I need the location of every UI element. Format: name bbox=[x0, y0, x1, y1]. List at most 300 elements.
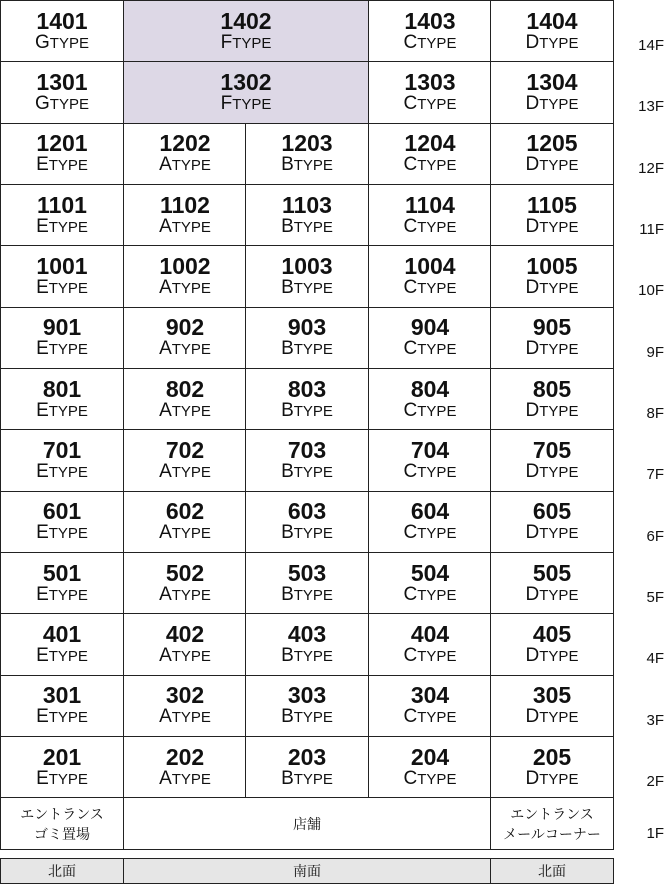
unit-type-word: TYPE bbox=[293, 402, 333, 420]
unit-901 bbox=[0, 307, 124, 369]
unit-type-letter: A bbox=[159, 644, 172, 666]
unit-type-word: TYPE bbox=[171, 586, 211, 604]
unit-404 bbox=[368, 613, 492, 675]
unit-number: 804 bbox=[410, 375, 450, 402]
unit-704 bbox=[368, 429, 492, 491]
unit-type-letter: B bbox=[281, 215, 294, 237]
unit-304 bbox=[368, 675, 492, 737]
unit-type-label bbox=[404, 33, 457, 54]
unit-number: 405 bbox=[532, 620, 572, 647]
unit-type-label bbox=[36, 155, 88, 176]
unit-number: 905 bbox=[532, 314, 572, 341]
ground-center-cell bbox=[123, 797, 491, 850]
unit-type-letter: D bbox=[525, 399, 540, 421]
unit-number: 505 bbox=[532, 559, 572, 586]
unit-1001 bbox=[0, 245, 124, 307]
unit-type-word: TYPE bbox=[539, 157, 579, 175]
unit-number: 1202 bbox=[159, 130, 211, 157]
unit-type-letter: A bbox=[159, 522, 172, 544]
ground-right-cell bbox=[490, 797, 614, 850]
floor-label-10f: 10F bbox=[638, 282, 664, 300]
unit-number: 702 bbox=[165, 436, 205, 463]
unit-type-letter: E bbox=[36, 154, 49, 176]
unit-number: 1201 bbox=[36, 130, 88, 157]
unit-type-letter: F bbox=[220, 31, 233, 53]
unit-type-word: TYPE bbox=[539, 402, 579, 420]
unit-805 bbox=[490, 368, 614, 430]
unit-1205 bbox=[490, 123, 614, 185]
unit-type-letter: C bbox=[403, 460, 418, 482]
unit-type-letter: C bbox=[403, 92, 418, 114]
unit-type-word: TYPE bbox=[171, 709, 211, 727]
unit-type-label bbox=[281, 707, 333, 728]
unit-type-letter: B bbox=[281, 276, 294, 298]
unit-1005 bbox=[490, 245, 614, 307]
unit-type-label bbox=[159, 769, 211, 790]
floor-label-7f: 7F bbox=[646, 466, 664, 484]
unit-number: 205 bbox=[532, 743, 572, 770]
unit-type-word: TYPE bbox=[171, 341, 211, 359]
unit-type-label bbox=[526, 707, 579, 728]
floor-label-8f: 8F bbox=[646, 404, 664, 422]
unit-number: 601 bbox=[42, 498, 82, 525]
unit-type-label bbox=[281, 462, 333, 483]
unit-number: 1005 bbox=[526, 252, 578, 279]
unit-604 bbox=[368, 491, 492, 553]
facing-south-center: 南面 bbox=[123, 858, 491, 884]
unit-type-letter: D bbox=[525, 706, 540, 728]
unit-type-label bbox=[281, 646, 333, 667]
unit-1103 bbox=[245, 184, 369, 246]
unit-type-word: TYPE bbox=[539, 647, 579, 665]
unit-602 bbox=[123, 491, 247, 553]
unit-number: 604 bbox=[410, 498, 450, 525]
unit-number: 603 bbox=[287, 498, 327, 525]
unit-type-word: TYPE bbox=[417, 218, 457, 236]
unit-205 bbox=[490, 736, 614, 798]
unit-type-word: TYPE bbox=[417, 770, 457, 788]
unit-type-letter: D bbox=[525, 767, 540, 789]
unit-type-letter: C bbox=[403, 215, 418, 237]
unit-number: 803 bbox=[287, 375, 327, 402]
unit-type-label bbox=[404, 339, 457, 360]
unit-501 bbox=[0, 552, 124, 614]
unit-1102 bbox=[123, 184, 247, 246]
unit-type-letter: C bbox=[403, 522, 418, 544]
unit-type-label bbox=[36, 707, 88, 728]
unit-type-label bbox=[36, 585, 88, 606]
unit-type-label bbox=[404, 278, 457, 299]
unit-number: 501 bbox=[42, 559, 82, 586]
unit-type-label bbox=[36, 401, 88, 422]
unit-number: 1205 bbox=[526, 130, 578, 157]
unit-number: 1401 bbox=[36, 7, 88, 34]
unit-type-label bbox=[281, 585, 333, 606]
unit-number: 1402 bbox=[220, 7, 272, 34]
unit-number: 701 bbox=[42, 436, 82, 463]
unit-804 bbox=[368, 368, 492, 430]
unit-type-word: TYPE bbox=[293, 157, 333, 175]
unit-type-word: TYPE bbox=[417, 341, 457, 359]
unit-302 bbox=[123, 675, 247, 737]
unit-type-letter: A bbox=[159, 215, 172, 237]
unit-number: 901 bbox=[42, 314, 82, 341]
unit-type-word: TYPE bbox=[171, 157, 211, 175]
unit-1303 bbox=[368, 61, 492, 123]
unit-201 bbox=[0, 736, 124, 798]
unit-type-label bbox=[281, 278, 333, 299]
unit-type-word: TYPE bbox=[171, 402, 211, 420]
unit-number: 204 bbox=[410, 743, 450, 770]
unit-type-word: TYPE bbox=[48, 586, 88, 604]
unit-type-letter: E bbox=[36, 460, 49, 482]
unit-number: 1105 bbox=[527, 191, 577, 218]
unit-number: 805 bbox=[532, 375, 572, 402]
unit-type-label bbox=[159, 523, 211, 544]
unit-number: 504 bbox=[410, 559, 450, 586]
unit-type-label bbox=[36, 339, 88, 360]
unit-number: 403 bbox=[287, 620, 327, 647]
ground-left-cell bbox=[0, 797, 124, 850]
unit-number: 1302 bbox=[220, 68, 272, 95]
unit-type-letter: B bbox=[281, 338, 294, 360]
unit-1002 bbox=[123, 245, 247, 307]
unit-type-label bbox=[36, 646, 88, 667]
unit-type-label bbox=[526, 94, 579, 115]
unit-505 bbox=[490, 552, 614, 614]
unit-type-word: TYPE bbox=[293, 218, 333, 236]
floor-label-11f: 11F bbox=[639, 220, 664, 238]
unit-1202 bbox=[123, 123, 247, 185]
unit-number: 1204 bbox=[404, 130, 456, 157]
unit-1304 bbox=[490, 61, 614, 123]
unit-type-word: TYPE bbox=[48, 647, 88, 665]
unit-803 bbox=[245, 368, 369, 430]
unit-1401 bbox=[0, 0, 124, 62]
unit-number: 1403 bbox=[404, 7, 456, 34]
unit-number: 502 bbox=[165, 559, 205, 586]
unit-type-label bbox=[159, 462, 211, 483]
unit-703 bbox=[245, 429, 369, 491]
unit-type-letter: A bbox=[159, 399, 172, 421]
unit-301 bbox=[0, 675, 124, 737]
facing-north-right: 北面 bbox=[490, 858, 614, 884]
unit-type-letter: E bbox=[36, 767, 49, 789]
unit-405 bbox=[490, 613, 614, 675]
unit-1101 bbox=[0, 184, 124, 246]
unit-type-label bbox=[35, 33, 89, 54]
unit-type-letter: B bbox=[281, 644, 294, 666]
unit-type-word: TYPE bbox=[539, 586, 579, 604]
unit-1204 bbox=[368, 123, 492, 185]
unit-1301 bbox=[0, 61, 124, 123]
unit-type-letter: E bbox=[36, 276, 49, 298]
unit-type-word: TYPE bbox=[48, 463, 88, 481]
unit-number: 1104 bbox=[405, 191, 455, 218]
unit-type-label bbox=[281, 769, 333, 790]
unit-type-letter: G bbox=[35, 31, 50, 53]
unit-203 bbox=[245, 736, 369, 798]
unit-type-word: TYPE bbox=[171, 770, 211, 788]
unit-number: 1301 bbox=[36, 68, 88, 95]
unit-type-letter: B bbox=[281, 583, 294, 605]
unit-type-letter: D bbox=[525, 276, 540, 298]
unit-type-label bbox=[404, 646, 457, 667]
unit-1403 bbox=[368, 0, 492, 62]
unit-1404 bbox=[490, 0, 614, 62]
unit-603 bbox=[245, 491, 369, 553]
unit-202 bbox=[123, 736, 247, 798]
unit-type-letter: D bbox=[525, 522, 540, 544]
unit-type-word: TYPE bbox=[417, 279, 457, 297]
unit-type-word: TYPE bbox=[417, 525, 457, 543]
unit-type-word: TYPE bbox=[48, 402, 88, 420]
unit-type-letter: A bbox=[159, 460, 172, 482]
unit-number: 1004 bbox=[404, 252, 456, 279]
unit-1104 bbox=[368, 184, 492, 246]
unit-type-label bbox=[404, 707, 457, 728]
unit-number: 1304 bbox=[526, 68, 578, 95]
unit-type-label bbox=[404, 462, 457, 483]
unit-1105 bbox=[490, 184, 614, 246]
unit-type-label bbox=[526, 769, 579, 790]
unit-type-word: TYPE bbox=[293, 341, 333, 359]
unit-number: 1203 bbox=[281, 130, 333, 157]
unit-type-word: TYPE bbox=[539, 34, 579, 52]
unit-type-word: TYPE bbox=[171, 463, 211, 481]
unit-type-letter: C bbox=[403, 583, 418, 605]
unit-702 bbox=[123, 429, 247, 491]
unit-number: 404 bbox=[410, 620, 450, 647]
unit-type-word: TYPE bbox=[293, 525, 333, 543]
unit-type-letter: C bbox=[403, 338, 418, 360]
unit-number: 302 bbox=[165, 682, 205, 709]
unit-type-letter: A bbox=[159, 338, 172, 360]
unit-number: 201 bbox=[42, 743, 82, 770]
unit-type-word: TYPE bbox=[48, 341, 88, 359]
unit-type-word: TYPE bbox=[539, 463, 579, 481]
unit-type-letter: D bbox=[525, 154, 540, 176]
unit-1402 bbox=[123, 0, 369, 62]
unit-type-label bbox=[159, 401, 211, 422]
unit-number: 1404 bbox=[526, 7, 578, 34]
unit-type-label bbox=[159, 585, 211, 606]
unit-type-label bbox=[404, 769, 457, 790]
ground-right-line-1: エントランス bbox=[510, 805, 594, 822]
unit-type-letter: C bbox=[403, 276, 418, 298]
unit-number: 904 bbox=[410, 314, 450, 341]
unit-type-label bbox=[404, 217, 457, 238]
unit-type-letter: C bbox=[403, 154, 418, 176]
unit-type-letter: B bbox=[281, 522, 294, 544]
unit-type-letter: C bbox=[403, 706, 418, 728]
floor-label-14f: 14F bbox=[638, 37, 664, 54]
unit-type-word: TYPE bbox=[539, 95, 579, 113]
unit-number: 1003 bbox=[281, 252, 333, 279]
ground-center-label: 店舗 bbox=[293, 815, 321, 832]
unit-number: 703 bbox=[287, 436, 327, 463]
unit-type-word: TYPE bbox=[232, 95, 272, 113]
unit-type-word: TYPE bbox=[293, 709, 333, 727]
unit-type-letter: D bbox=[525, 644, 540, 666]
unit-number: 802 bbox=[165, 375, 205, 402]
unit-type-label bbox=[526, 401, 579, 422]
unit-type-letter: A bbox=[159, 583, 172, 605]
unit-number: 304 bbox=[410, 682, 450, 709]
unit-type-word: TYPE bbox=[48, 157, 88, 175]
unit-number: 203 bbox=[287, 743, 327, 770]
unit-904 bbox=[368, 307, 492, 369]
unit-type-word: TYPE bbox=[293, 770, 333, 788]
unit-number: 1103 bbox=[282, 191, 332, 218]
unit-type-letter: D bbox=[525, 31, 540, 53]
unit-number: 902 bbox=[165, 314, 205, 341]
unit-type-letter: G bbox=[35, 92, 50, 114]
unit-905 bbox=[490, 307, 614, 369]
unit-type-label bbox=[35, 94, 89, 115]
unit-type-label bbox=[281, 155, 333, 176]
unit-type-label bbox=[526, 646, 579, 667]
unit-type-letter: D bbox=[525, 215, 540, 237]
unit-type-label bbox=[404, 155, 457, 176]
unit-601 bbox=[0, 491, 124, 553]
unit-type-letter: D bbox=[525, 338, 540, 360]
unit-number: 1102 bbox=[160, 191, 210, 218]
unit-type-word: TYPE bbox=[232, 34, 272, 52]
unit-type-word: TYPE bbox=[417, 647, 457, 665]
ground-right-line-2: メールコーナー bbox=[503, 825, 601, 842]
unit-type-label bbox=[526, 462, 579, 483]
unit-type-word: TYPE bbox=[417, 402, 457, 420]
unit-902 bbox=[123, 307, 247, 369]
unit-type-letter: F bbox=[220, 92, 233, 114]
unit-type-letter: A bbox=[159, 767, 172, 789]
unit-401 bbox=[0, 613, 124, 675]
unit-type-label bbox=[281, 217, 333, 238]
unit-701 bbox=[0, 429, 124, 491]
unit-type-word: TYPE bbox=[293, 647, 333, 665]
unit-type-label bbox=[526, 155, 579, 176]
unit-type-letter: E bbox=[36, 583, 49, 605]
unit-type-label bbox=[159, 707, 211, 728]
unit-type-letter: B bbox=[281, 154, 294, 176]
unit-1302 bbox=[123, 61, 369, 123]
unit-type-word: TYPE bbox=[539, 279, 579, 297]
unit-type-word: TYPE bbox=[539, 525, 579, 543]
unit-type-word: TYPE bbox=[171, 525, 211, 543]
unit-type-letter: A bbox=[159, 276, 172, 298]
unit-type-word: TYPE bbox=[293, 279, 333, 297]
unit-type-letter: C bbox=[403, 767, 418, 789]
unit-number: 305 bbox=[532, 682, 572, 709]
unit-type-letter: E bbox=[36, 215, 49, 237]
unit-type-letter: C bbox=[403, 399, 418, 421]
unit-type-label bbox=[404, 94, 457, 115]
unit-number: 402 bbox=[165, 620, 205, 647]
unit-303 bbox=[245, 675, 369, 737]
unit-type-label bbox=[526, 523, 579, 544]
unit-1201 bbox=[0, 123, 124, 185]
unit-type-word: TYPE bbox=[293, 586, 333, 604]
unit-number: 602 bbox=[165, 498, 205, 525]
unit-type-label bbox=[221, 94, 272, 115]
unit-type-label bbox=[36, 523, 88, 544]
unit-402 bbox=[123, 613, 247, 675]
unit-type-label bbox=[159, 646, 211, 667]
unit-type-word: TYPE bbox=[49, 95, 89, 113]
unit-type-label bbox=[404, 401, 457, 422]
unit-type-word: TYPE bbox=[48, 709, 88, 727]
unit-1203 bbox=[245, 123, 369, 185]
unit-type-label bbox=[159, 339, 211, 360]
unit-type-letter: C bbox=[403, 31, 418, 53]
unit-type-word: TYPE bbox=[417, 463, 457, 481]
unit-504 bbox=[368, 552, 492, 614]
floor-label-2f: 2F bbox=[646, 772, 664, 790]
unit-type-letter: E bbox=[36, 399, 49, 421]
unit-802 bbox=[123, 368, 247, 430]
unit-type-word: TYPE bbox=[539, 341, 579, 359]
unit-type-letter: B bbox=[281, 767, 294, 789]
unit-type-word: TYPE bbox=[539, 709, 579, 727]
unit-type-word: TYPE bbox=[48, 525, 88, 543]
unit-305 bbox=[490, 675, 614, 737]
unit-type-letter: E bbox=[36, 338, 49, 360]
unit-number: 202 bbox=[165, 743, 205, 770]
unit-number: 704 bbox=[410, 436, 450, 463]
unit-type-word: TYPE bbox=[417, 157, 457, 175]
unit-type-label bbox=[36, 769, 88, 790]
unit-number: 503 bbox=[287, 559, 327, 586]
unit-type-letter: E bbox=[36, 644, 49, 666]
unit-number: 903 bbox=[287, 314, 327, 341]
unit-number: 801 bbox=[42, 375, 82, 402]
unit-type-label bbox=[221, 33, 272, 54]
floor-label-12f: 12F bbox=[638, 159, 664, 177]
unit-801 bbox=[0, 368, 124, 430]
unit-type-letter: A bbox=[159, 706, 172, 728]
unit-type-label bbox=[281, 339, 333, 360]
floor-label-1f: 1F bbox=[646, 825, 664, 842]
floor-label-9f: 9F bbox=[646, 343, 664, 361]
unit-705 bbox=[490, 429, 614, 491]
unit-204 bbox=[368, 736, 492, 798]
floor-label-13f: 13F bbox=[638, 98, 664, 116]
unit-type-word: TYPE bbox=[171, 647, 211, 665]
unit-type-letter: B bbox=[281, 460, 294, 482]
unit-type-letter: A bbox=[159, 154, 172, 176]
facing-north-left: 北面 bbox=[0, 858, 124, 884]
unit-number: 303 bbox=[287, 682, 327, 709]
floor-label-5f: 5F bbox=[646, 588, 664, 606]
unit-type-label bbox=[159, 155, 211, 176]
unit-type-label bbox=[36, 462, 88, 483]
unit-type-word: TYPE bbox=[49, 34, 89, 52]
unit-type-label bbox=[526, 278, 579, 299]
unit-type-label bbox=[526, 585, 579, 606]
unit-number: 401 bbox=[42, 620, 82, 647]
unit-type-word: TYPE bbox=[171, 279, 211, 297]
unit-type-word: TYPE bbox=[539, 770, 579, 788]
unit-502 bbox=[123, 552, 247, 614]
unit-type-word: TYPE bbox=[293, 463, 333, 481]
unit-503 bbox=[245, 552, 369, 614]
unit-type-letter: E bbox=[36, 706, 49, 728]
unit-903 bbox=[245, 307, 369, 369]
floor-label-4f: 4F bbox=[646, 650, 664, 668]
unit-type-letter: D bbox=[525, 92, 540, 114]
unit-type-word: TYPE bbox=[539, 218, 579, 236]
